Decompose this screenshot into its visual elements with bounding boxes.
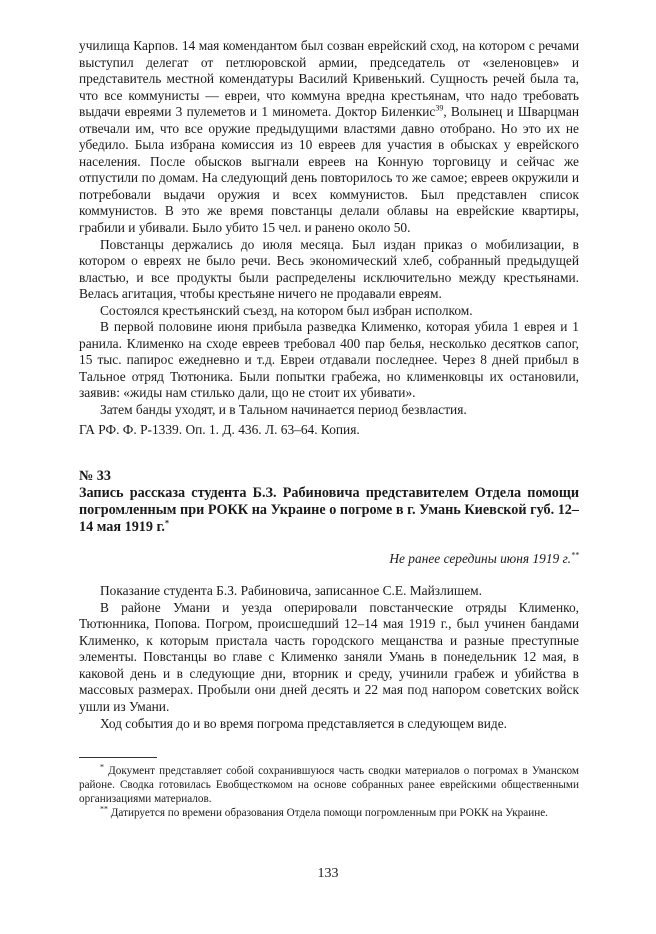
page-content — [79, 38, 579, 820]
document-title: Запись рассказа студента Б.З. Рабиновича представителем Отдела помощи погромленным при РОКК на Украине о погроме в г. Умань Киевской губ. 12–14 мая 1919 г.* — [79, 485, 579, 536]
paragraph: В первой половине июня прибыла разведка Клименко, которая убила 1 еврея и 1 ранила. Клименко на сходе евреев требовал 400 пар белья, несколько десятков сапог, 15 тыс. папирос ежедневно и т.д. Евреи отдавали последнее. Через 8 дней прибыл в Тальное отряд Тютюника. Были попытки грабежа, но клименковцы их остановили, заявив: «жиды нам стилько дали, що не стоит их убивати». — [79, 319, 579, 401]
footnote-ref: * — [164, 518, 169, 528]
document-dating: Не ранее середины июня 1919 г.** — [389, 550, 579, 566]
footnote-ref: ** — [571, 550, 579, 560]
paragraph: Состоялся крестьянский съезд, на котором был избран исполком. — [100, 302, 473, 318]
document-number: № 33 — [79, 468, 111, 485]
paragraph: училища Карпов. 14 мая комендантом был созван еврейский сход, на котором с речами выступил делегат от петлюровской армии, председатель от «зеленовцев» и представитель местной комендатуры Василий Кривенький. Сущность речей была та, что все коммунисты — евреи, что коммуна вредна крестьянам, что надо требовать выдачи евреями 3 пулеметов и 1 миномета. Доктор Биленкис$^{39}$, Волынец и Шварцман отвечали им, что все оружие предыдущими властями давно отобрано. Но это их не убедило. Была избрана комиссия из 10 евреев для участия в обысках у еврейского населения. После обысков выгнали евреев на Конную торговицу и сейчас же отпустили по домам. На следующий день повторилось то же самое; евреев окружили и потребовали выдачи оружия и всех коммунистов. Был представлен список коммунистов. В это же время повстанцы делали облавы на еврейские квартиры, грабили и убивали. Было убито 15 чел. и ранено около 50. — [79, 38, 579, 236]
footnote: * Документ представляет собой сохранившуюся часть сводки материалов о погромах в Уманском районе. Сводка готовилась Евобщесткомом на основе собранных ранее еврейскими общественными организациями материалов. — [79, 762, 579, 806]
page-number: 133 — [317, 866, 339, 881]
archive-source: ГА РФ. Ф. Р-1339. Оп. 1. Д. 436. Л. 63–64. Копия. — [79, 421, 360, 437]
paragraph: Показание студента Б.З. Рабиновича, записанное С.Е. Майзлишем. — [100, 583, 483, 599]
paragraph: Повстанцы держались до июля месяца. Был издан приказ о мобилизации, в котором о евреях не было речи. Весь экономический хлеб, собранный предыдущей властью, и все продукты были распределены исключительно между крестьянами. Велась агитация, чтобы крестьяне ничего не продавали евреям. — [79, 236, 579, 302]
footnote-ref: 39 — [435, 103, 444, 113]
footnotes — [79, 764, 579, 820]
paragraph: Ход события до и во время погрома представляется в следующем виде. — [100, 715, 508, 731]
footnote-divider — [79, 757, 157, 758]
paragraph: В районе Умани и уезда оперировали повстанческие отряды Клименко, Тютюнника, Попова. Погром, происшедший 12–14 мая 1919 г., был учинен бандами Клименко, к которым пристала часть городского мещанства и разные преступные элементы. Повстанцы во главе с Клименко заняли Умань в понедельник 12 мая, в каковой день и в следующие дни, вторник и среду, учинили грабеж и убийства в массовых размерах. Пробыли они дней десять и 22 мая под напором советских войск ушли из Умани. — [79, 599, 579, 715]
body-text-top — [79, 38, 579, 419]
paragraph: Затем банды уходят, и в Тальном начинается период безвластия. — [100, 402, 467, 418]
footnote: ** Датируется по времени образования Отдела помощи погромленным при РОКК на Украине. — [100, 804, 548, 820]
body-text-document — [79, 583, 579, 732]
